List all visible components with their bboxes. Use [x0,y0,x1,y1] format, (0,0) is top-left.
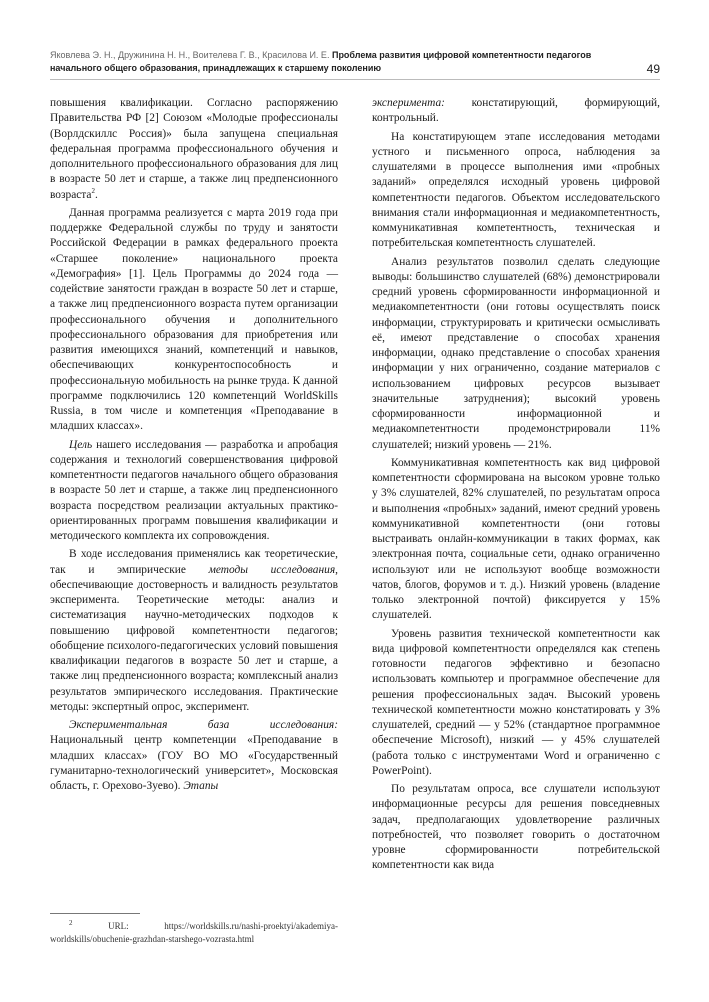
paragraph: На констатирующем этапе исследования методами устного и письменного опроса, наблюдения за слушателями в процессе выполнения ими «пробных заданий» определялся исходный уровень цифровой компетентности педагогов. Объектом исследовательского внимания стали информационная и медиакомпетентность, коммуникативная компетентность, техническая и потребительская компетентность слушателей. [372,130,660,250]
footnote [50,920,338,946]
footnote-ref: 2 [91,186,95,195]
footnote-divider [50,913,140,914]
header-authors: Яковлева Э. Н., Дружинина Н. Н., Воителева Г. В., Красилова И. Е. [50,50,330,60]
paragraph: эксперимента: констатирующий, формирующий, контрольный. [372,97,660,125]
left-column [50,96,338,794]
paragraph: Цель нашего исследования — разработка и апробация содержания и технологий совершенствования цифровой компетентности педагогов начального общего образования в возрасте 50 лет и старше, а также лиц предпенсионного возраста посредством реализации актуальных практико-ориентированных программ повышения квалификации и методического комплекта их сопровождения. [50,438,338,542]
footnote-number: 2 [69,919,73,927]
paragraph: Экспериментальная база исследования: Национальный центр компетенции «Преподавание в младших классах» (ГОУ ВО МО «Государственный гуманитарно-технологический университет», Московская область, г. Орехово-Зуево). Этапы [50,719,338,792]
paragraph: Уровень развития технической компетентности как вида цифровой компетентности определялся как степень готовности педагогов эффективно и безопасно использовать компьютер и программное обеспечение для решения профессиональных задач. Высокий уровень технической компетентности можно констатировать у 3% слушателей, средний — у 52% (стандартное программное обеспечение Microsoft), низкий — у 45% слушателей (работа только с инструментами Word и ограниченно с PowerPoint). [372,627,660,777]
footnote-link[interactable]: URL: https://worldskills.ru/nashi-proektyi/akademiya-worldskills/obuchenie-grazhdan-starshego-vozrasta.html [50,921,338,944]
paragraph: Данная программа реализуется с марта 2019 года при поддержке Федеральной службы по труду и занятости Российской Федерации в рамках федерального проекта «Старшее поколение» национального проекта «Демография» [1]. Цель Программы до 2024 года — содействие занятости граждан в возрасте 50 лет и старше, а также лиц предпенсионного возраста путем организации профессионального обучения и дополнительного профессионального образования для приобретения или развития имеющихся знаний, компетенций и навыков, обеспечивающих конкурентоспособность и профессиональную мобильность на рынке труда. К данной программе подключились 120 компетенций WorldSkills Russia, в том числе и компетенция «Преподавание в младших классах». [50,206,338,433]
right-column [372,96,660,874]
page-number: 49 [646,62,660,76]
paragraph: повышения квалификации. Согласно распоряжению Правительства РФ [2] Союзом «Молодые профессионалы (Ворлдскиллс Россия)» была запущена специальная федеральная программа профессионального обучения и дополнительного профессионального образования для лиц в возрасте 50 лет и старше, а также лиц предпенсионного возраста$^2$. [50,97,338,201]
header-citation [50,49,610,74]
paragraph: В ходе исследования применялись как теоретические, так и эмпирические методы исследования, обеспечивающие достоверность и валидность результатов эксперимента. Теоретические методы: анализ и систематизация научно-методических подходов к повышению цифровой компетентности педагогов; обобщение психолого-педагогических условий повышения квалификации педагогов в возрасте 50 лет и старше, а также лиц предпенсионного возраста; комплексный анализ результатов эмпирического исследования. Практические методы: экспертный опрос, эксперимент. [50,548,338,713]
paragraph: Анализ результатов позволил сделать следующие выводы: большинство слушателей (68%) демонстрировали средний уровень сформированности информационной и медиакомпетентности (они готовы осуществлять поиск информации, структурировать и критически осмысливать её, имеют представление о способах хранения информации, однако представление о способах хранения информации у них ограниченно, создание материалов с использованием цифровых ресурсов вызывает значительные затруднения); высокий уровень сформированности информационной и медиакомпетентности продемонстрировали 11% слушателей; низкий уровень — 21%. [372,255,660,451]
paragraph: По результатам опроса, все слушатели используют информационные ресурсы для решения повседневных задач, предполагающих удовлетворение различных потребностей, что позволяет говорить о достаточном уровне сформированности потребительской компетентности как вида [372,783,660,872]
paragraph: Коммуникативная компетентность как вид цифровой компетентности сформирована на высоком уровне только у 3% слушателей, 82% слушателей, по результатам опроса и выполнения «пробных» заданий, имеют средний уровень коммуникативной компетентности (они готовы выстраивать онлайн-коммуникации в таких формах, как электронная почта, социальные сети, однако ограниченно используют или не используют вообще возможности чатов, блогов, форумов и т. д.). Низкий уровень (владение только электронной почтой) фиксируется у 15% слушателей. [372,456,660,622]
header-title: Проблема развития цифровой компетентности педагогов начального общего образования, принадлежащих к старшему поколению [50,50,592,73]
running-header [50,49,660,80]
